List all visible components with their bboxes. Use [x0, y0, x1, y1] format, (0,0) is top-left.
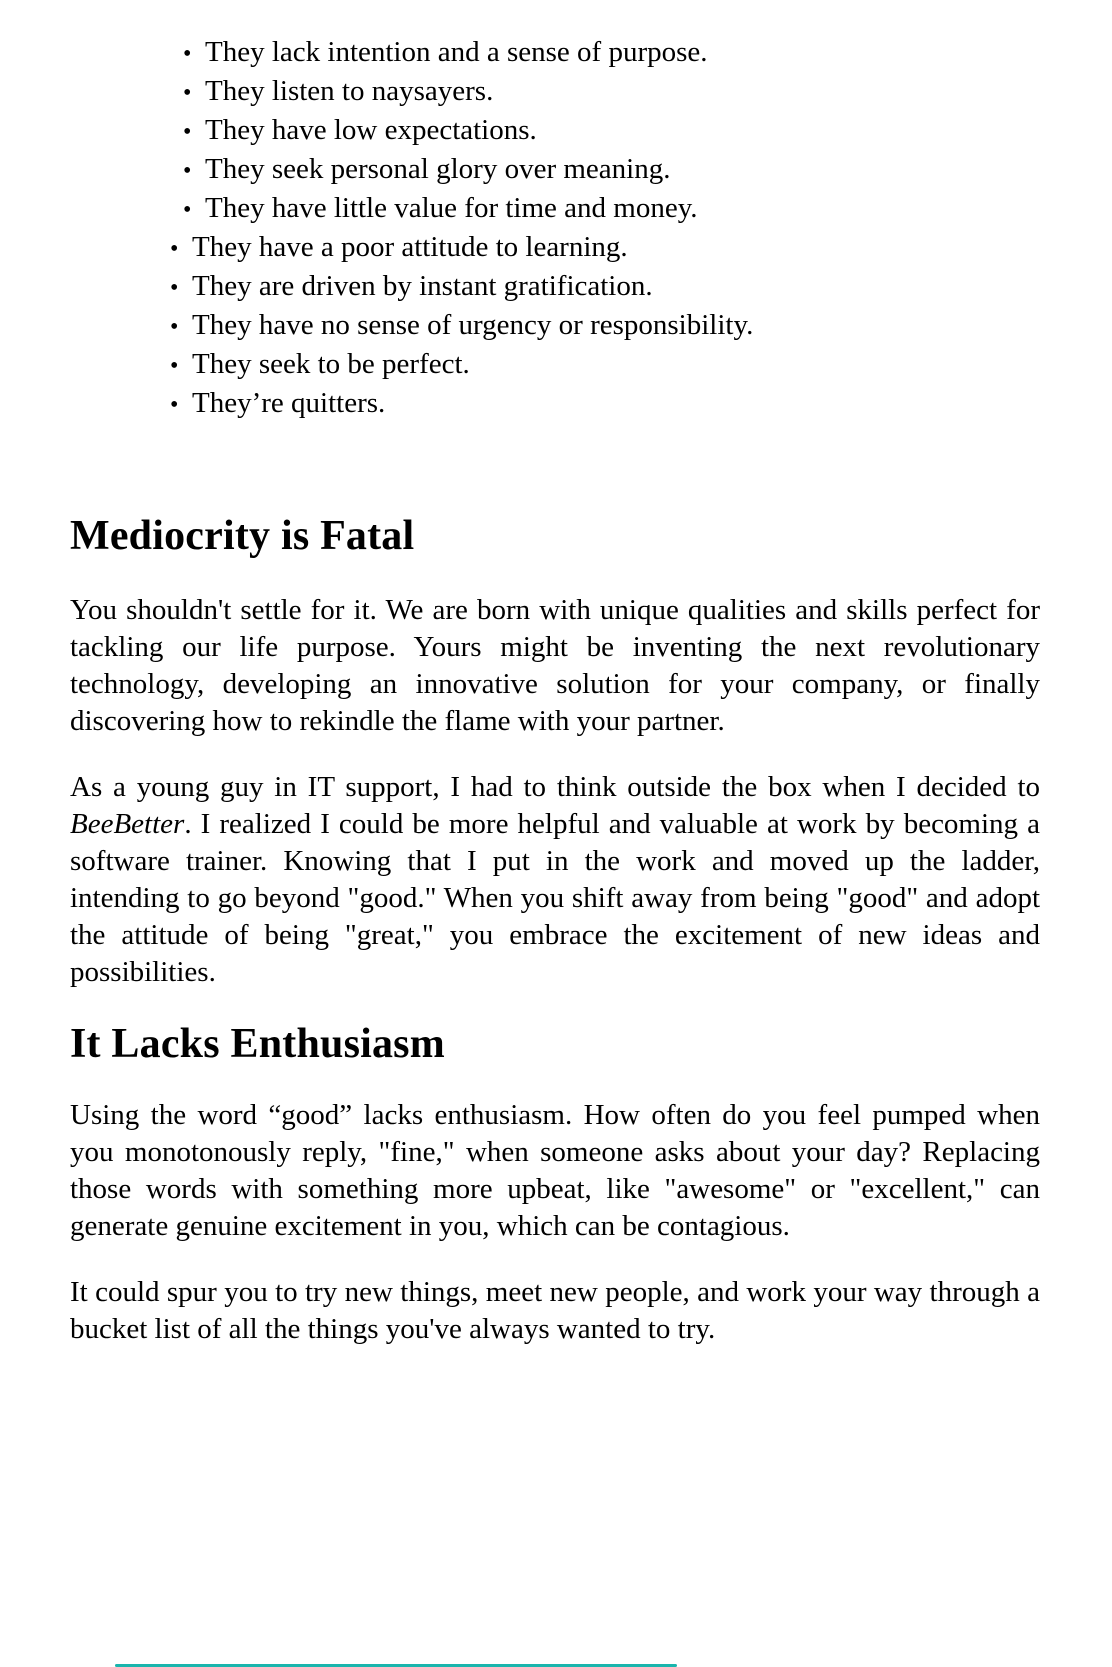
- bullet-dot-icon: •: [170, 392, 179, 418]
- paragraph-beebetter: [70, 769, 1040, 991]
- list-item: [0, 73, 1072, 112]
- list-item: [0, 229, 1072, 268]
- list-item-text: They seek to be perfect.: [192, 348, 470, 380]
- bullet-list: [0, 0, 1112, 424]
- list-item: [0, 190, 1072, 229]
- list-item: [0, 268, 1072, 307]
- heading-mediocrity-is-fatal: Mediocrity is Fatal: [70, 513, 415, 559]
- list-item: [0, 346, 1072, 385]
- list-item-text: They have little value for time and money.: [205, 192, 698, 224]
- bullet-dot-icon: •: [183, 119, 192, 145]
- list-item-text: They seek personal glory over meaning.: [205, 153, 671, 185]
- list-item-text: They lack intention and a sense of purpose.: [205, 36, 708, 68]
- list-item-text: They have a poor attitude to learning.: [192, 231, 628, 263]
- bullet-dot-icon: •: [170, 314, 179, 340]
- paragraph-beebetter-lead: As a young guy in IT support, I had to think outside the box when I decided to: [70, 771, 1040, 803]
- list-item: [0, 34, 1072, 73]
- list-item-text: They listen to naysayers.: [205, 75, 494, 107]
- list-item-text: They have no sense of urgency or responsibility.: [192, 309, 754, 341]
- bullet-dot-icon: •: [183, 41, 192, 67]
- heading-it-lacks-enthusiasm: It Lacks Enthusiasm: [70, 1021, 445, 1067]
- bullet-dot-icon: •: [170, 236, 179, 262]
- bullet-dot-icon: •: [183, 197, 192, 223]
- list-item-text: They are driven by instant gratification.: [192, 270, 653, 302]
- paragraph-bucket-list: It could spur you to try new things, meet new people, and work your way through a bucket list of all the things you've always wanted to try.: [70, 1276, 1040, 1345]
- paragraph-settle: You shouldn't settle for it. We are born with unique qualities and skills perfect for tackling our life purpose. Yours might be inventing the next revolutionary technology, developing an innovative solution for your company, or finally discovering how to rekindle the flame with your partner.: [70, 594, 1040, 737]
- bullet-dot-icon: •: [183, 158, 192, 184]
- paragraph-beebetter-rest: . I realized I could be more helpful and valuable at work by becoming a software trainer. Knowing that I put in the work and moved up the ladder, intending to go beyond "good." When you shift away from being "good" and adopt the attitude of being "great," you embrace the excitement of new ideas and possibilities.: [70, 808, 1040, 988]
- list-item: [0, 151, 1072, 190]
- book-title-beebetter: BeeBetter: [70, 808, 185, 840]
- list-item: [0, 307, 1072, 346]
- list-item-text: They have low expectations.: [205, 114, 537, 146]
- paragraph-enthusiasm: Using the word “good” lacks enthusiasm. How often do you feel pumped when you monotonously reply, "fine," when someone asks about your day? Replacing those words with something more upbeat, like "awesome" or "excellent," can generate genuine excitement in you, which can be contagious.: [70, 1099, 1040, 1242]
- bullet-dot-icon: •: [170, 353, 179, 379]
- list-item: [0, 385, 1072, 424]
- bullet-dot-icon: •: [183, 80, 192, 106]
- bullet-dot-icon: •: [170, 275, 179, 301]
- list-item-text: They’re quitters.: [192, 387, 386, 419]
- list-item: [0, 112, 1072, 151]
